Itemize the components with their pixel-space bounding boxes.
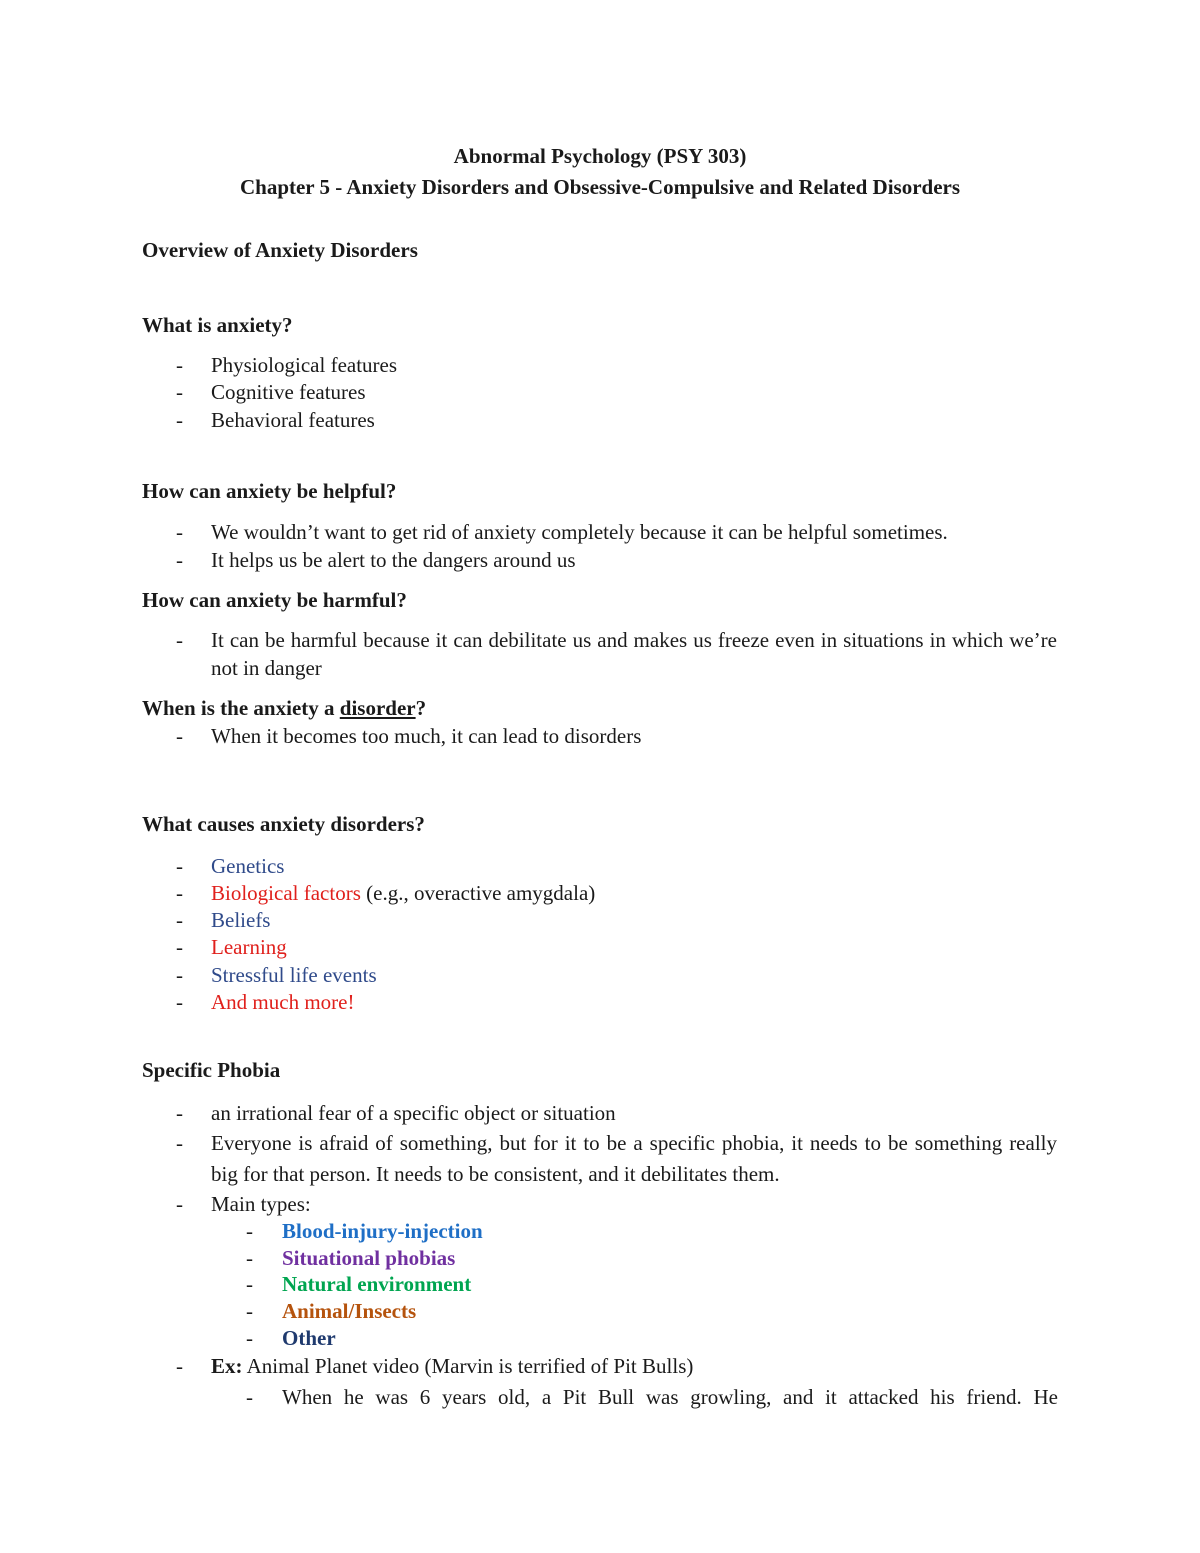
list-item: - Biological factors (e.g., overactive amygdala) xyxy=(176,881,596,905)
overview-heading: Overview of Anxiety Disorders xyxy=(142,238,418,262)
list-item: - Main types: xyxy=(176,1192,311,1216)
list-item: - We wouldn’t want to get rid of anxiety completely because it can be helpful sometimes. xyxy=(176,520,948,544)
list-item: - Everyone is afraid of something, but for it to be a specific phobia, it needs to be something really big for that person. It needs to be consistent, and it debilitates them. xyxy=(176,1131,1057,1186)
list-item: - Behavioral features xyxy=(176,408,375,432)
harmful-heading: How can anxiety be harmful? xyxy=(142,588,407,612)
list-item: - Other xyxy=(246,1326,336,1350)
chapter-title: Chapter 5 - Anxiety Disorders and Obsessive-Compulsive and Related Disorders xyxy=(239,175,961,199)
list-item: - Animal/Insects xyxy=(246,1299,417,1323)
disorder-heading: When is the anxiety a disorder? xyxy=(142,696,427,720)
phobia-heading: Specific Phobia xyxy=(142,1058,281,1082)
list-item: - Cognitive features xyxy=(176,380,366,404)
list-item: - And much more! xyxy=(176,990,355,1014)
causes-heading: What causes anxiety disorders? xyxy=(142,812,425,836)
list-item: - When he was 6 years old, a Pit Bull was growling, and it attacked his friend. He xyxy=(246,1385,1058,1409)
helpful-heading: How can anxiety be helpful? xyxy=(142,479,397,503)
course-title: Abnormal Psychology (PSY 303) xyxy=(453,144,747,168)
list-item: - Natural environment xyxy=(246,1272,472,1296)
list-item: - Situational phobias xyxy=(246,1246,456,1270)
list-item: - When it becomes too much, it can lead to disorders xyxy=(176,724,642,748)
list-item: - Genetics xyxy=(176,854,285,878)
disorder-underlined: disorder xyxy=(339,696,416,720)
list-item: - Beliefs xyxy=(176,908,271,932)
list-item: - Physiological features xyxy=(176,353,398,377)
list-item: - an irrational fear of a specific object or situation xyxy=(176,1101,616,1125)
list-item: - Ex: Animal Planet video (Marvin is terrified of Pit Bulls) xyxy=(176,1354,694,1378)
list-item: - It can be harmful because it can debilitate us and makes us freeze even in situations in which we’re not in danger xyxy=(176,628,1057,680)
list-item: - Blood-injury-injection xyxy=(246,1219,483,1243)
list-item: - It helps us be alert to the dangers around us xyxy=(176,548,576,572)
list-item: - Stressful life events xyxy=(176,963,377,987)
what-is-heading: What is anxiety? xyxy=(142,313,293,337)
list-item: - Learning xyxy=(176,935,287,959)
